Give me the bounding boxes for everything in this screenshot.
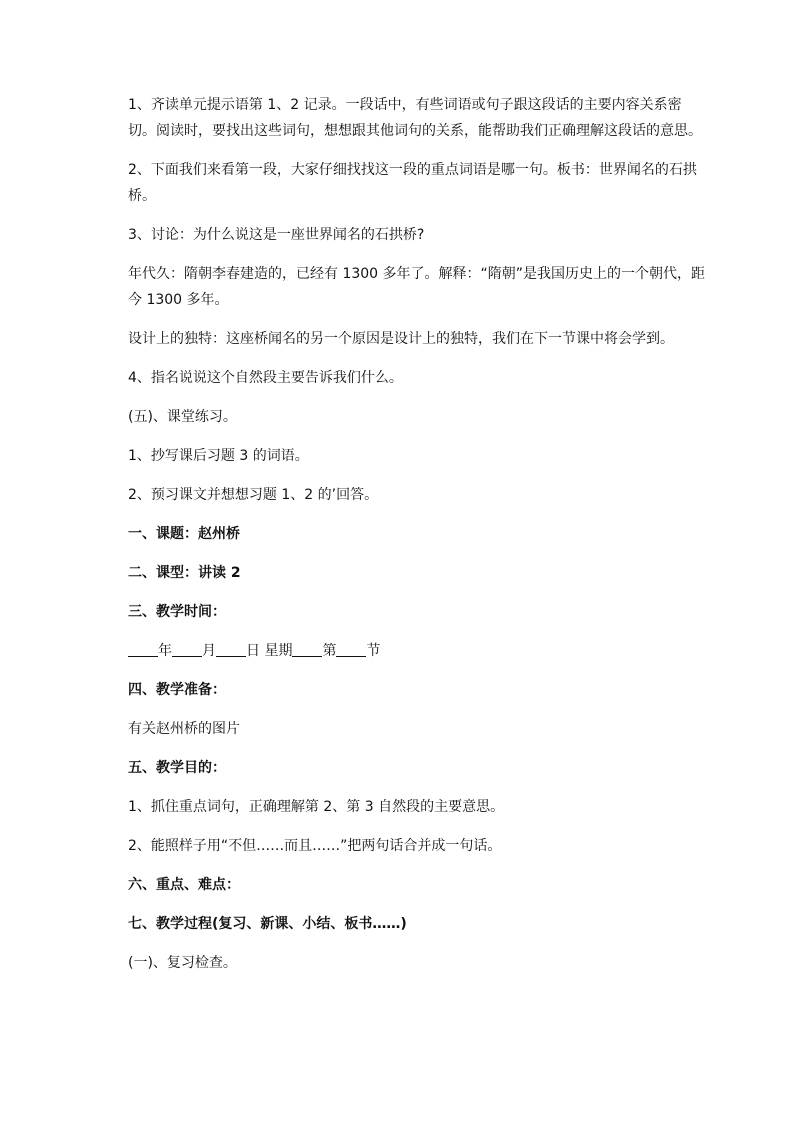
paragraph-discussion: 3、讨论：为什么说这是一座世界闻名的石拱桥? bbox=[128, 227, 425, 243]
heading-preparation: 四、教学准备： bbox=[128, 682, 226, 698]
heading-lesson-type: 二、课型：讲读 2 bbox=[128, 565, 241, 581]
period-suffix: 节 bbox=[366, 643, 381, 659]
paragraph-class-exercise: (五)、课堂练习。 bbox=[128, 409, 237, 425]
week-blank[interactable] bbox=[292, 640, 322, 657]
paragraph-summarize: 4、指名说说这个自然段主要告诉我们什么。 bbox=[128, 370, 403, 386]
paragraph-objective-2: 2、能照样子用“不但……而且……”把两句话合并成一句话。 bbox=[128, 838, 502, 854]
year-blank[interactable] bbox=[128, 640, 158, 657]
year-label: 年 bbox=[158, 643, 172, 659]
paragraph-review-check: (一)、复习检查。 bbox=[128, 955, 237, 971]
heading-teaching-time: 三、教学时间： bbox=[128, 604, 226, 620]
month-label: 月 bbox=[202, 643, 216, 659]
day-blank[interactable] bbox=[216, 640, 246, 657]
paragraph-copy-words: 1、抄写课后习题 3 的词语。 bbox=[128, 448, 309, 464]
paragraph-unit-prompt: 1、齐读单元提示语第 1、2 记录。一段话中，有些词语或句子跟这段话的主要内容关系密切。阅读时，要找出这些词句，想想跟其他词句的关系，能帮助我们正确理解这段话的意思。 bbox=[128, 97, 702, 139]
period-blank[interactable] bbox=[336, 640, 366, 657]
document-body bbox=[128, 92, 708, 976]
week-label: 星期 bbox=[264, 643, 293, 659]
heading-objectives: 五、教学目的： bbox=[128, 760, 226, 776]
heading-topic: 一、课题：赵州桥 bbox=[128, 526, 240, 542]
day-label: 日 bbox=[246, 643, 260, 659]
paragraph-preview: 2、预习课文并想想习题 1、2 的’回答。 bbox=[128, 487, 379, 503]
paragraph-first-section: 2、下面我们来看第一段，大家仔细找找这一段的重点词语是哪一句。板书：世界闻名的石拱桥。 bbox=[128, 162, 697, 204]
month-blank[interactable] bbox=[172, 640, 202, 657]
paragraph-objective-1: 1、抓住重点词句，正确理解第 2、第 3 自然段的主要意思。 bbox=[128, 799, 505, 815]
heading-teaching-process: 七、教学过程(复习、新课、小结、板书……) bbox=[128, 916, 407, 932]
date-fill-line bbox=[128, 638, 708, 664]
heading-key-points: 六、重点、难点： bbox=[128, 877, 240, 893]
paragraph-long-history: 年代久：隋朝李春建造的，已经有 1300 多年了。解释：“隋朝”是我国历史上的一个朝代，距今 1300 多年。 bbox=[128, 266, 706, 308]
paragraph-bridge-pictures: 有关赵州桥的图片 bbox=[128, 721, 240, 737]
period-prefix: 第 bbox=[322, 643, 337, 659]
paragraph-unique-design: 设计上的独特：这座桥闻名的另一个原因是设计上的独特，我们在下一节课中将会学到。 bbox=[128, 331, 674, 347]
